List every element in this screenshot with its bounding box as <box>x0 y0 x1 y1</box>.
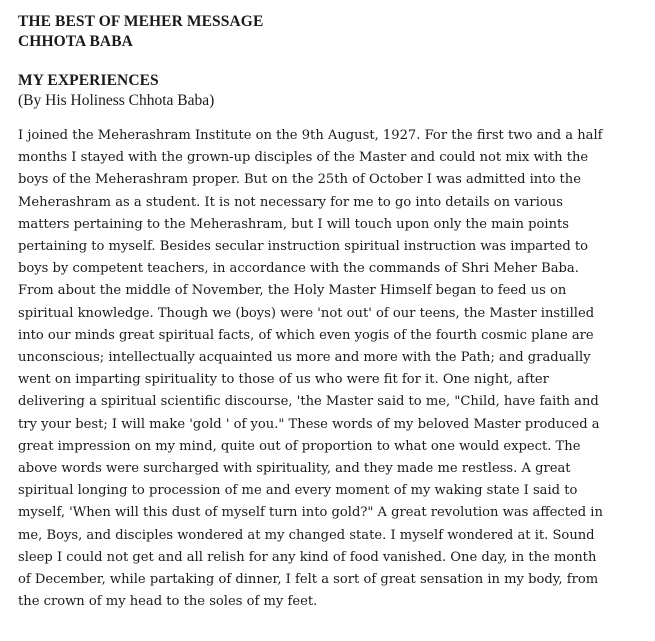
body-spacer <box>18 111 650 125</box>
body-line: spiritual knowledge. Though we (boys) were 'not out' of our teens, the Master instilled <box>18 305 595 321</box>
body-line: try your best; I will make 'gold ' of you." These words of my beloved Master produced a <box>18 416 600 432</box>
document-title: THE BEST OF MEHER MESSAGE <box>18 13 264 30</box>
body-line: spiritual longing to procession of me and every moment of my waking state I said to <box>18 483 578 499</box>
document-page <box>18 12 650 613</box>
body-line: great impression on my mind, quite out of proportion to what one would expect. The <box>18 438 581 454</box>
body-line: sleep I could not get and all relish for any kind of food vanished. One day, in the month <box>18 549 597 565</box>
body-line: I joined the Meherashram Institute on the 9th August, 1927. For the first two and a half <box>18 128 603 143</box>
body-line: boys of the Meherashram proper. But on the 25th of October I was admitted into the <box>18 172 581 188</box>
body-line: boys by competent teachers, in accordance with the commands of Shri Meher Baba. <box>18 261 579 277</box>
body-line: matters pertaining to the Meherashram, but I will touch upon only the main points <box>18 216 569 232</box>
body-line: went on imparting spirituality to those of us who were fit for it. One night, after <box>18 372 549 388</box>
body-line: of December, while partaking of dinner, I felt a sort of great sensation in my body, from <box>18 572 599 588</box>
document-subtitle: CHHOTA BABA <box>18 33 133 50</box>
body-line: unconscious; intellectually acquainted us more and more with the Path; and gradually <box>18 350 591 366</box>
article-title: MY EXPERIENCES <box>18 72 159 89</box>
body-line: From about the middle of November, the Holy Master Himself began to feed us on <box>18 283 567 299</box>
body-line: above words were surcharged with spirituality, and they made me restless. A great <box>18 461 571 477</box>
body-line: months I stayed with the grown-up disciples of the Master and could not mix with the <box>18 150 589 166</box>
body-line: myself, 'When will this dust of myself turn into gold?" A great revolution was affected in <box>18 505 603 521</box>
body-line: the crown of my head to the soles of my feet. <box>18 594 318 610</box>
body-line: pertaining to myself. Besides secular instruction spiritual instruction was imparted to <box>18 239 589 255</box>
body-line: Meherashram as a student. It is not necessary for me to go into details on various <box>18 194 563 210</box>
body-line: delivering a spiritual scientific discourse, 'the Master said to me, "Child, have faith and <box>18 394 599 410</box>
body-line: me, Boys, and disciples wondered at my changed state. I myself wondered at it. Sound <box>18 527 595 543</box>
article-body <box>18 125 650 613</box>
body-line: into our minds great spiritual facts, of which even yogis of the fourth cosmic plane are <box>18 327 594 343</box>
article-byline: (By His Holiness Chhota Baba) <box>18 92 215 109</box>
section-spacer <box>18 52 650 71</box>
